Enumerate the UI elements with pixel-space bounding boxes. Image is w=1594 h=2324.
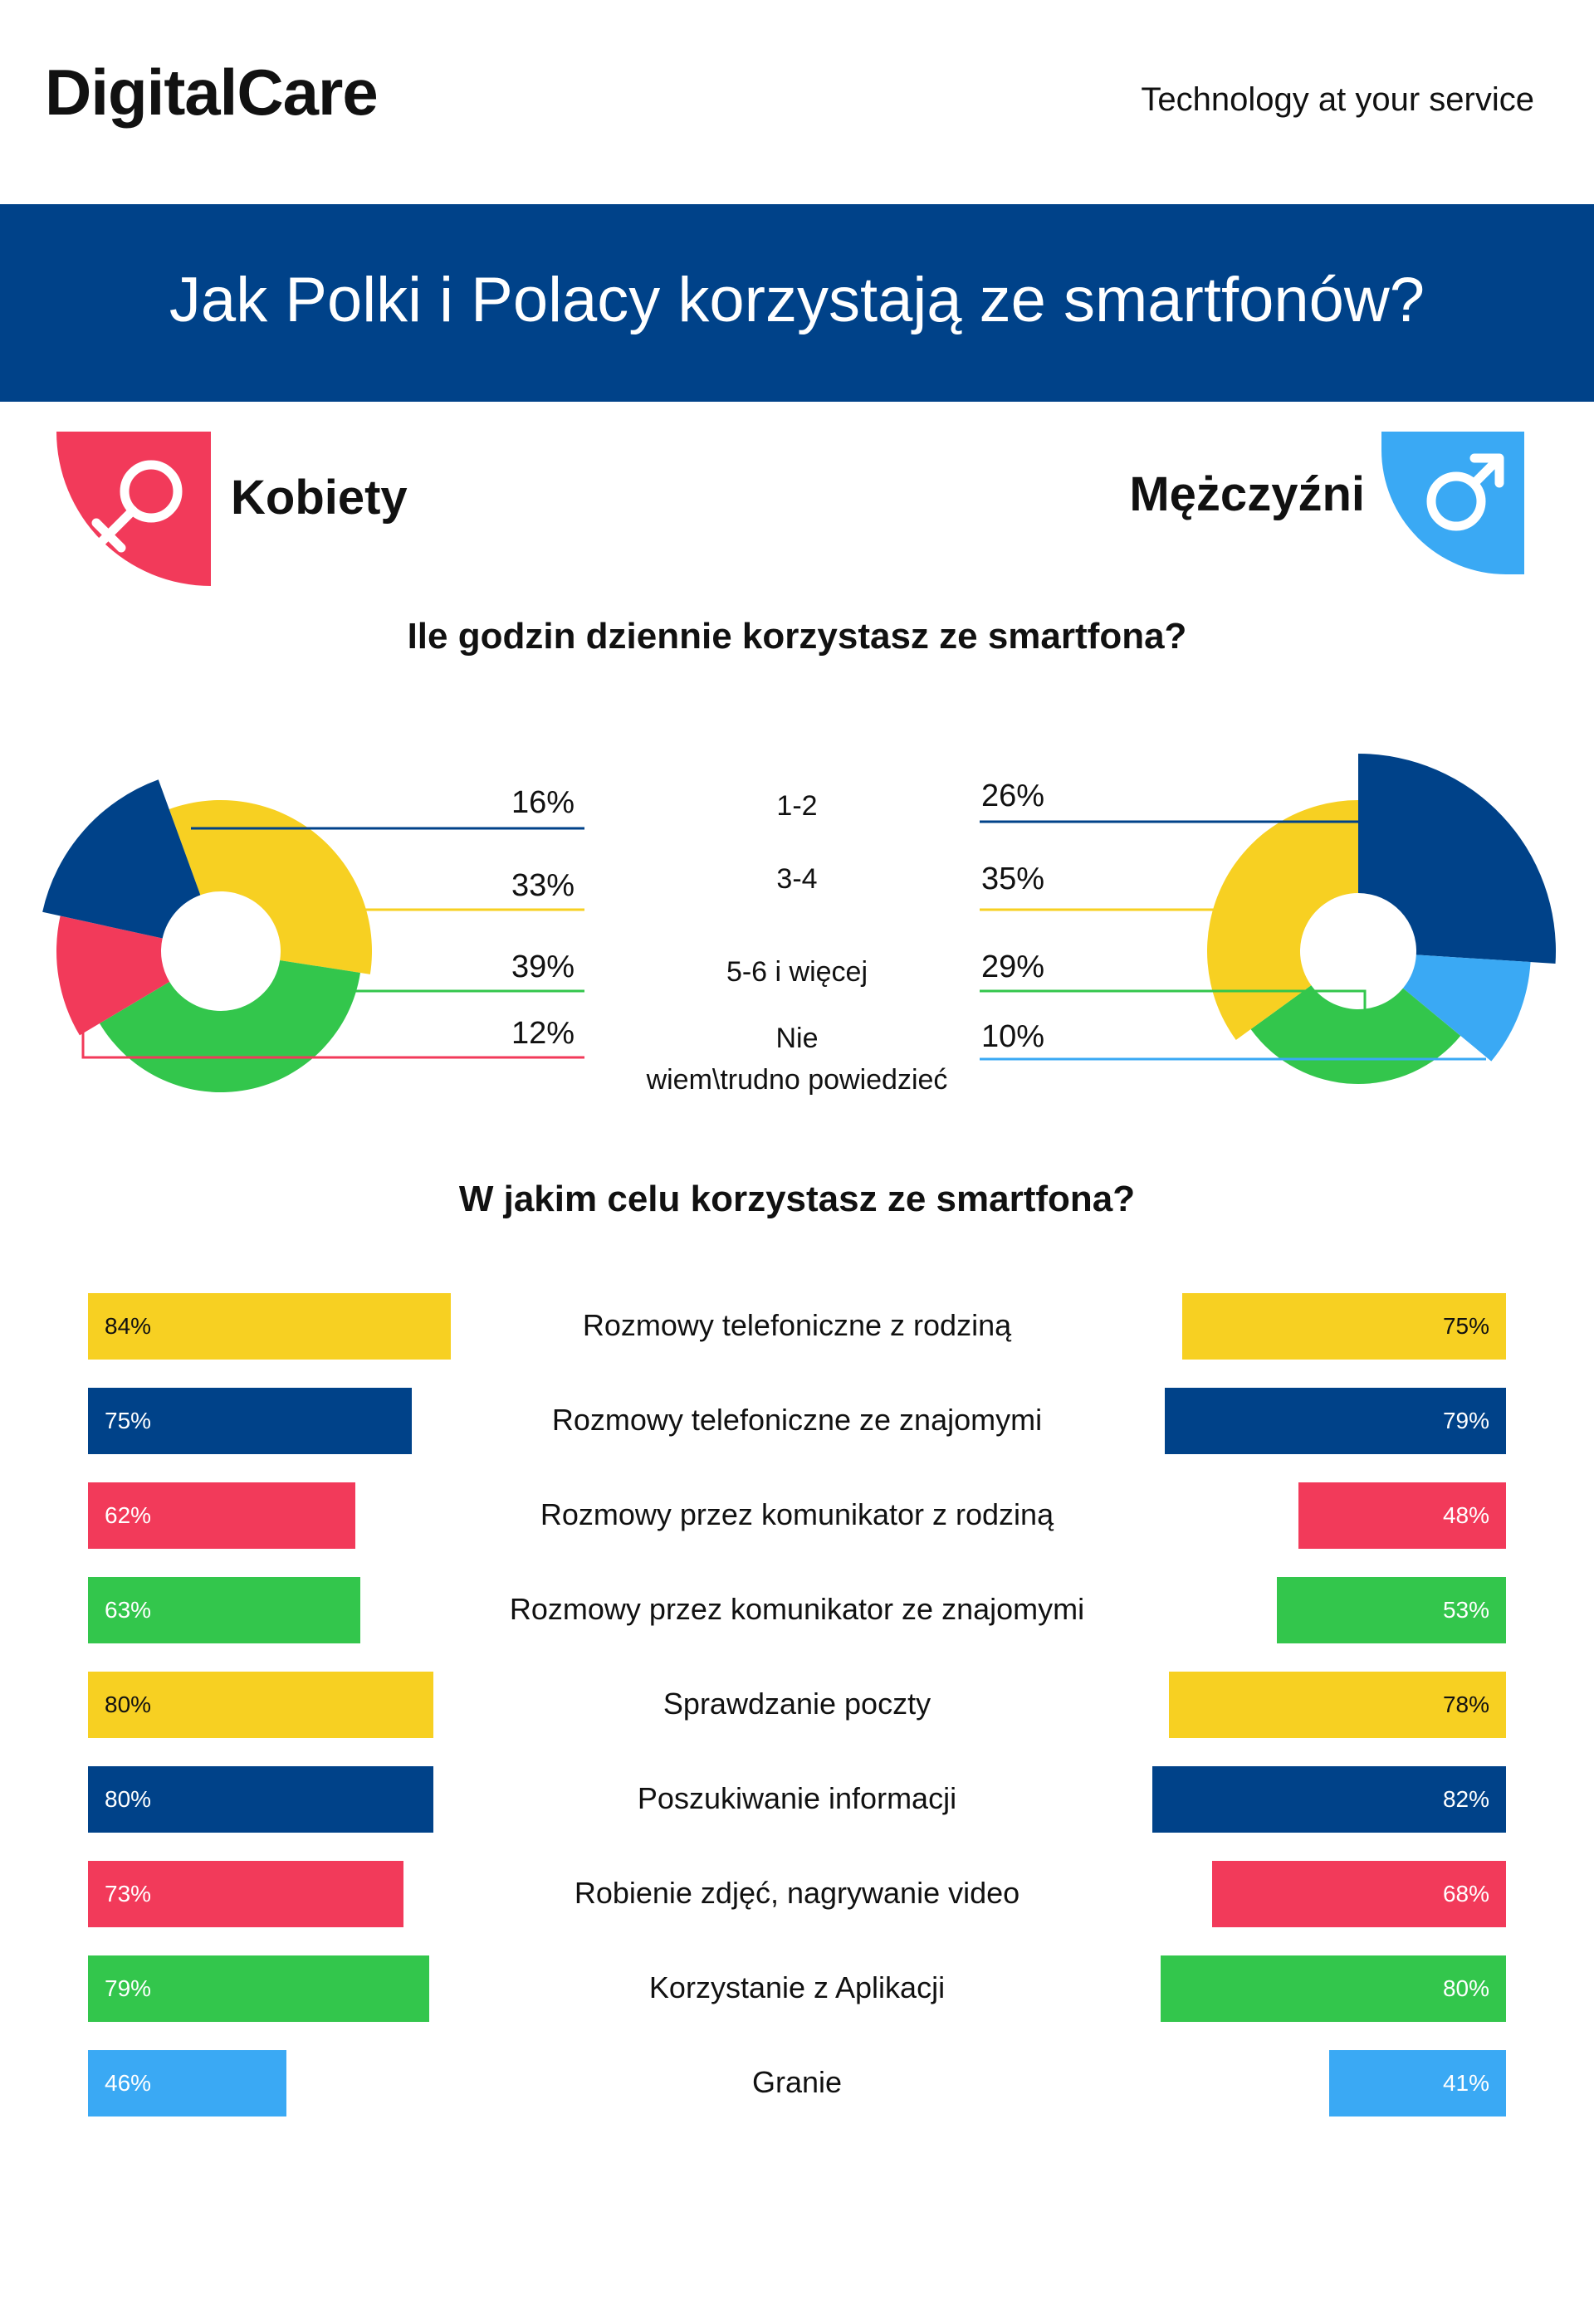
female-bar-value: 75% [105,1408,152,1433]
male-bar-value: 75% [1442,1313,1489,1339]
female-donut-slice [169,800,372,974]
female-pct-label: 16% [511,785,575,820]
male-bar [1165,1388,1506,1454]
female-bar-value: 63% [105,1597,152,1623]
female-pct-label: 12% [511,1016,575,1051]
female-symbol-icon [56,432,211,586]
logo: DigitalCare [45,56,378,129]
male-bar [1152,1766,1506,1833]
female-bar [88,1955,429,2022]
purpose-category: Rozmowy przez komunikator ze znajomymi [509,1592,1085,1626]
page-title: Jak Polki i Polacy korzystają ze smartfonów? [169,265,1425,335]
hours-question: Ile godzin dziennie korzystasz ze smartfona? [407,616,1187,657]
female-bar-value: 84% [105,1313,152,1339]
hours-category: Nie wiem\trudno powiedzieć [646,1023,948,1096]
purpose-category: Sprawdzanie poczty [663,1687,931,1721]
hours-category: 5-6 i więcej [726,956,868,988]
male-bar-value: 79% [1442,1408,1489,1433]
female-bar [88,1672,433,1738]
male-bar-value: 82% [1442,1786,1489,1812]
female-bar-value: 46% [105,2070,152,2096]
purpose-category: Rozmowy telefoniczne ze znajomymi [551,1403,1043,1437]
hours-category: 3-4 [776,863,818,895]
female-bar [88,1766,433,1833]
purpose-category: Korzystanie z Aplikacji [648,1970,946,2004]
male-bar-value: 78% [1442,1692,1489,1717]
male-label: Mężczyźni [1129,467,1365,521]
female-bar-value: 80% [105,1786,152,1812]
male-bar-value: 41% [1442,2070,1489,2096]
male-donut-slice [1207,800,1358,1040]
female-label: Kobiety [231,471,408,525]
tagline: Technology at your service [1141,81,1534,118]
purpose-category: Granie [751,2065,843,2099]
male-pct-label: 26% [981,779,1045,813]
purpose-category: Poszukiwanie informacji [637,1781,957,1815]
female-pct-label: 33% [511,868,575,903]
purpose-question: W jakim celu korzystasz ze smartfona? [458,1179,1136,1219]
female-bar-value: 73% [105,1881,152,1907]
female-bar-value: 79% [105,1975,152,2001]
male-symbol-icon [1381,432,1524,574]
male-bar [1182,1293,1506,1360]
female-bar [88,1577,360,1643]
male-pct-label: 10% [981,1019,1045,1054]
male-donut-slice [1358,754,1556,964]
male-bar-value: 68% [1442,1881,1489,1907]
male-bar [1329,2050,1506,2116]
female-bar [88,1861,403,1927]
male-bar [1161,1955,1506,2022]
male-pct-label: 35% [981,862,1045,896]
female-bar [88,1482,355,1549]
female-badge [56,432,211,586]
female-bar [88,2050,286,2116]
male-bar-value: 53% [1442,1597,1489,1623]
purpose-category: Rozmowy telefoniczne z rodziną [582,1308,1012,1342]
purpose-category: Rozmowy przez komunikator z rodziną [540,1497,1054,1531]
female-bar-value: 62% [105,1502,152,1528]
male-bar-value: 80% [1442,1975,1489,2001]
hours-category: 1-2 [776,790,818,822]
female-bar-value: 80% [105,1692,152,1717]
purpose-category: Robienie zdjęć, nagrywanie video [574,1876,1020,1910]
male-badge [1381,432,1524,574]
male-pct-label: 29% [981,950,1045,984]
female-bar [88,1388,412,1454]
female-bar [88,1293,451,1360]
male-bar [1277,1577,1506,1643]
male-bar [1212,1861,1506,1927]
male-bar [1169,1672,1506,1738]
female-pct-label: 39% [511,950,575,984]
male-bar-value: 48% [1442,1502,1489,1528]
female-donut-slice [42,779,200,938]
male-bar [1298,1482,1506,1549]
